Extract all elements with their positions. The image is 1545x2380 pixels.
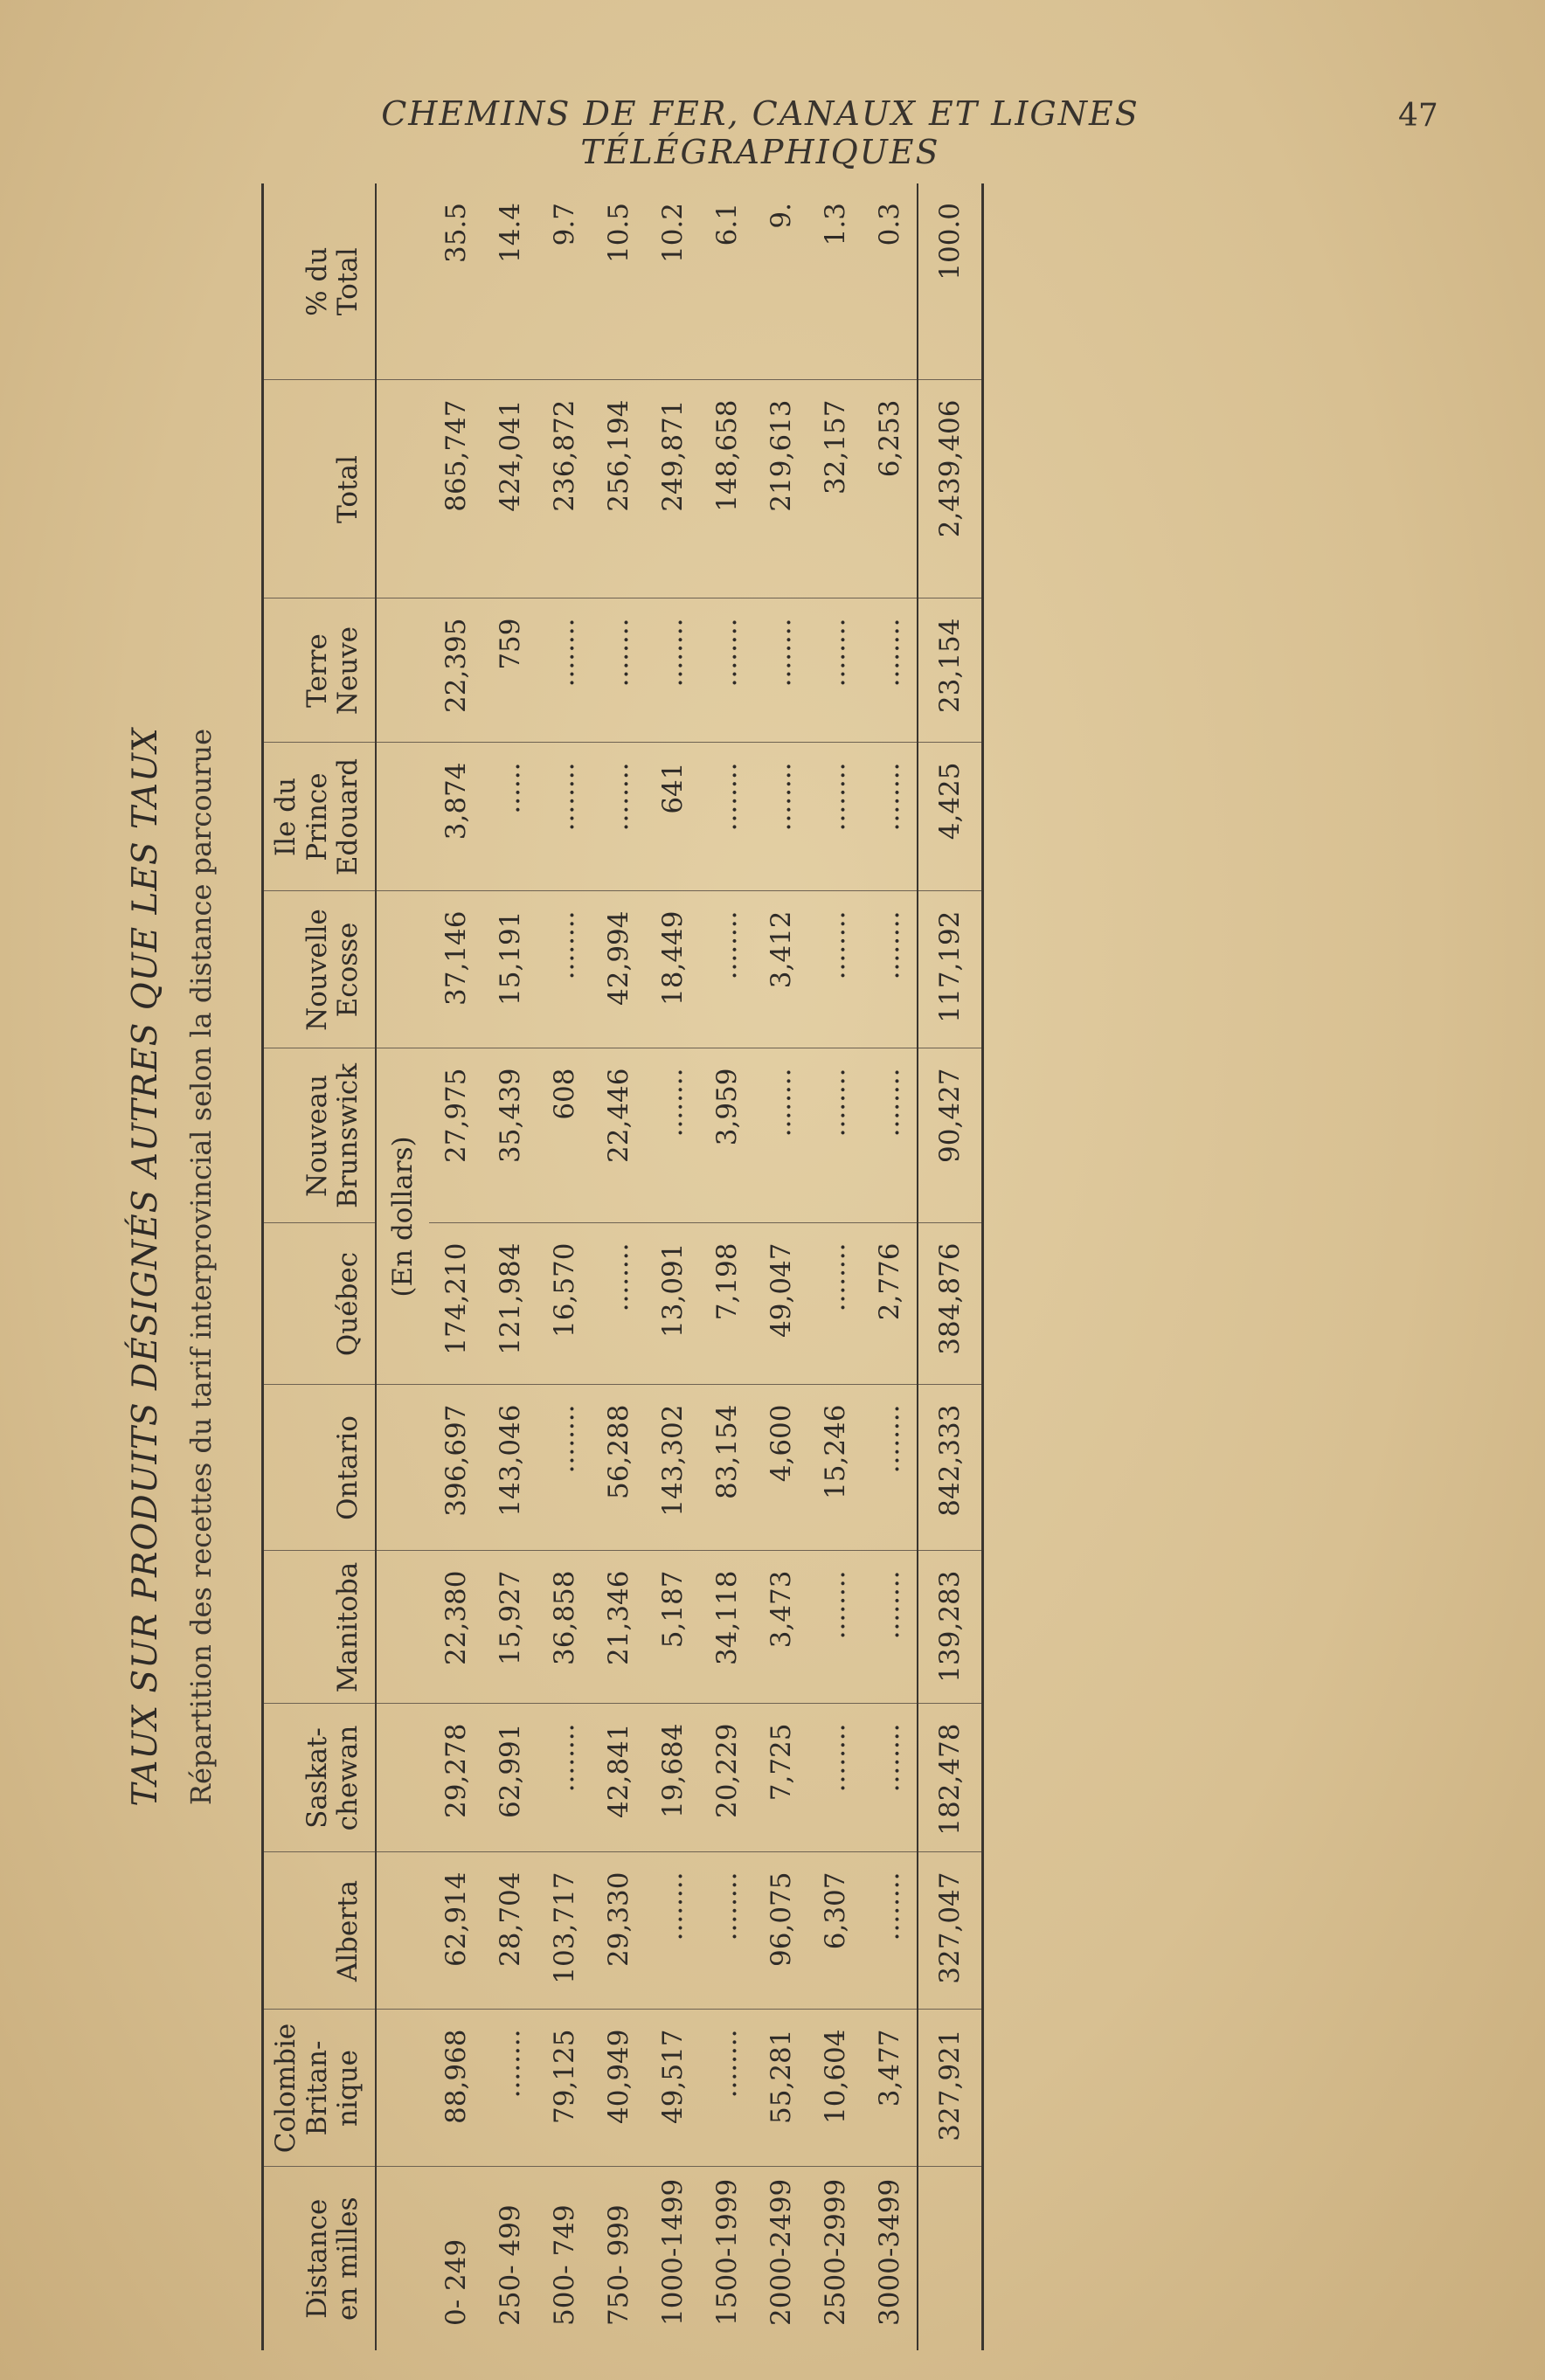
column-header-line: Manitoba [332, 1561, 364, 1693]
value-cell: 32,157 [808, 380, 863, 598]
value-cell: 424,041 [483, 380, 537, 598]
value-cell: 13,091 [646, 1223, 700, 1385]
total-cell: 384,876 [918, 1223, 983, 1385]
table-row [700, 183, 754, 2350]
total-cell: 327,921 [918, 2010, 983, 2167]
value-cell: ........ [863, 1852, 918, 2010]
value-cell: 6,307 [808, 1852, 863, 2010]
value-cell: ........ [863, 1385, 918, 1551]
column-header [263, 1551, 376, 1704]
value-cell: 143,302 [646, 1385, 700, 1551]
table-row [537, 183, 592, 2350]
value-cell: 15,927 [483, 1551, 537, 1704]
value-cell: 103,717 [537, 1852, 592, 2010]
value-cell: ........ [646, 598, 700, 743]
value-cell: ........ [592, 743, 646, 891]
total-cell: 4,425 [918, 743, 983, 891]
value-cell: 96,075 [754, 1852, 808, 2010]
column-header [263, 1048, 376, 1223]
column-header-line: Ontario [332, 1415, 364, 1520]
value-cell: 249,871 [646, 380, 700, 598]
value-cell: ........ [592, 1223, 646, 1385]
value-cell: 7,198 [700, 1223, 754, 1385]
value-cell: 62,914 [429, 1852, 483, 2010]
value-cell: ........ [863, 1048, 918, 1223]
value-cell: 29,278 [429, 1704, 483, 1852]
total-cell: 2,439,406 [918, 380, 983, 598]
column-header-line: % du [301, 246, 333, 316]
column-header [263, 891, 376, 1048]
column-header-line: Edouard [332, 758, 364, 876]
value-cell: 121,984 [483, 1223, 537, 1385]
column-header-line: Ile du [270, 777, 301, 857]
column-header-line: Total [332, 455, 364, 523]
value-cell: ........ [700, 2010, 754, 2167]
value-cell: ........ [483, 2010, 537, 2167]
value-cell: 34,118 [700, 1551, 754, 1704]
value-cell: 219,613 [754, 380, 808, 598]
column-header [263, 1704, 376, 1852]
total-cell: 90,427 [918, 1048, 983, 1223]
value-cell: 759 [483, 598, 537, 743]
column-header-line: Nouvelle [301, 909, 333, 1031]
total-cell: 23,154 [918, 598, 983, 743]
value-cell: ........ [537, 1704, 592, 1852]
column-header [263, 1852, 376, 2010]
column-header [263, 1385, 376, 1551]
value-cell: 56,288 [592, 1385, 646, 1551]
table-row [592, 183, 646, 2350]
value-cell: 22,395 [429, 598, 483, 743]
value-cell: 36,858 [537, 1551, 592, 1704]
value-cell: 14.4 [483, 183, 537, 380]
column-header [263, 183, 376, 380]
total-cell: 182,478 [918, 1704, 983, 1852]
column-header-line: Nouveau [301, 1074, 333, 1198]
value-cell: 21,346 [592, 1551, 646, 1704]
value-cell: ........ [537, 891, 592, 1048]
value-cell: 5,187 [646, 1551, 700, 1704]
page-number: 47 [1398, 98, 1438, 134]
value-cell: ........ [700, 891, 754, 1048]
unit-row [376, 183, 429, 2350]
column-header-line: Ecosse [332, 922, 364, 1018]
value-cell: ........ [700, 743, 754, 891]
column-header-line: en milles [332, 2197, 364, 2321]
distance-cell: 2000-2499 [765, 2178, 797, 2326]
revenue-table [261, 183, 984, 2350]
column-header-line: Distance [301, 2198, 333, 2319]
column-header-line: nique [332, 2049, 364, 2127]
table-row [483, 183, 537, 2350]
column-header-line: Québec [332, 1251, 364, 1357]
value-cell: ........ [537, 743, 592, 891]
value-cell: 29,330 [592, 1852, 646, 2010]
header-row [263, 183, 376, 2350]
distance-cell: 250- 499 [494, 2204, 526, 2326]
column-header-line: Alberta [332, 1879, 364, 1982]
value-cell: 174,210 [429, 1223, 483, 1385]
value-cell: ........ [537, 598, 592, 743]
distance-cell: 1000-1499 [656, 2178, 689, 2326]
value-cell: ........ [808, 1223, 863, 1385]
column-header [263, 2167, 376, 2350]
value-cell: 15,191 [483, 891, 537, 1048]
rotated-table-block [122, 183, 1389, 2350]
column-header [263, 743, 376, 891]
value-cell: 3,473 [754, 1551, 808, 1704]
value-cell: 79,125 [537, 2010, 592, 2167]
distance-cell: 2500-2999 [819, 2178, 851, 2326]
value-cell: 35,439 [483, 1048, 537, 1223]
value-cell: ........ [537, 1385, 592, 1551]
value-cell: 608 [537, 1048, 592, 1223]
value-cell: ........ [592, 598, 646, 743]
value-cell: 3,412 [754, 891, 808, 1048]
value-cell: ........ [863, 1704, 918, 1852]
table-row [429, 183, 483, 2350]
value-cell: 3,874 [429, 743, 483, 891]
total-cell: 327,047 [918, 1852, 983, 2010]
total-cell [918, 2167, 983, 2350]
value-cell: 55,281 [754, 2010, 808, 2167]
value-cell: 37,146 [429, 891, 483, 1048]
value-cell: ........ [808, 743, 863, 891]
value-cell: 9.7 [537, 183, 592, 380]
column-header [263, 598, 376, 743]
total-cell: 100.0 [918, 183, 983, 380]
column-header-line: Neuve [332, 626, 364, 716]
value-cell: 396,697 [429, 1385, 483, 1551]
value-cell: ........ [863, 598, 918, 743]
distance-cell: 750- 999 [602, 2204, 634, 2326]
total-cell: 117,192 [918, 891, 983, 1048]
running-head: CHEMINS DE FER, CANAUX ET LIGNES TÉLÉGRAPHIQUES [381, 94, 1140, 171]
value-cell: 49,047 [754, 1223, 808, 1385]
value-cell: ........ [646, 1852, 700, 2010]
distance-cell: 3000-3499 [873, 2178, 905, 2326]
value-cell: 256,194 [592, 380, 646, 598]
value-cell: ........ [808, 598, 863, 743]
column-header-line: Colombie [270, 2023, 301, 2154]
value-cell: 28,704 [483, 1852, 537, 2010]
column-header-line: Terre [301, 633, 333, 708]
value-cell: 9. [754, 183, 808, 380]
value-cell: 10.5 [592, 183, 646, 380]
value-cell: ........ [863, 891, 918, 1048]
value-cell: 6,253 [863, 380, 918, 598]
value-cell: ........ [646, 1048, 700, 1223]
value-cell: ........ [808, 891, 863, 1048]
table-row [754, 183, 808, 2350]
value-cell: 49,517 [646, 2010, 700, 2167]
column-header-line: Prince [301, 772, 333, 861]
value-cell: ........ [754, 743, 808, 891]
value-cell: ...... [483, 743, 537, 891]
value-cell: 19,684 [646, 1704, 700, 1852]
value-cell: 865,747 [429, 380, 483, 598]
column-header [263, 1223, 376, 1385]
value-cell: 27,975 [429, 1048, 483, 1223]
value-cell: 236,872 [537, 380, 592, 598]
table-row [808, 183, 863, 2350]
value-cell: 15,246 [808, 1385, 863, 1551]
table-subtitle: Répartition des recettes du tarif interprovincial selon la distance parcourue [184, 728, 218, 1806]
column-header-line: Britan- [301, 2040, 333, 2136]
value-cell: 148,658 [700, 380, 754, 598]
value-cell: 35.5 [429, 183, 483, 380]
totals-row [918, 183, 983, 2350]
value-cell: 42,994 [592, 891, 646, 1048]
value-cell: 4,600 [754, 1385, 808, 1551]
unit-note: (En dollars) [386, 1136, 419, 1297]
value-cell: ........ [754, 598, 808, 743]
value-cell: 10.2 [646, 183, 700, 380]
table-title: TAUX SUR PRODUITS DÉSIGNÉS AUTRES QUE LES TAUX [126, 727, 165, 1807]
table-row [863, 183, 918, 2350]
value-cell: 3,959 [700, 1048, 754, 1223]
value-cell: ........ [863, 743, 918, 891]
value-cell: 7,725 [754, 1704, 808, 1852]
value-cell: ........ [700, 598, 754, 743]
column-header-line: Saskat- [301, 1727, 333, 1829]
value-cell: 3,477 [863, 2010, 918, 2167]
column-header [263, 380, 376, 598]
value-cell: 143,046 [483, 1385, 537, 1551]
total-cell: 842,333 [918, 1385, 983, 1551]
value-cell: 22,446 [592, 1048, 646, 1223]
distance-cell: 500- 749 [548, 2204, 580, 2326]
value-cell: 0.3 [863, 183, 918, 380]
column-header-line: Total [332, 247, 364, 316]
column-header-line: chewan [332, 1725, 364, 1831]
value-cell: 16,570 [537, 1223, 592, 1385]
table-row [646, 183, 700, 2350]
value-cell: 10,604 [808, 2010, 863, 2167]
value-cell: 88,968 [429, 2010, 483, 2167]
value-cell: ........ [808, 1551, 863, 1704]
value-cell: ........ [700, 1852, 754, 2010]
column-header [263, 2010, 376, 2167]
value-cell: ........ [808, 1048, 863, 1223]
value-cell: 18,449 [646, 891, 700, 1048]
value-cell: 22,380 [429, 1551, 483, 1704]
value-cell: 1.3 [808, 183, 863, 380]
distance-cell: 1500-1999 [710, 2178, 743, 2326]
column-header-line: Brunswick [332, 1062, 364, 1209]
value-cell: ........ [754, 1048, 808, 1223]
value-cell: 2,776 [863, 1223, 918, 1385]
value-cell: 20,229 [700, 1704, 754, 1852]
value-cell: 83,154 [700, 1385, 754, 1551]
total-cell: 139,283 [918, 1551, 983, 1704]
value-cell: 40,949 [592, 2010, 646, 2167]
value-cell: ........ [863, 1551, 918, 1704]
value-cell: ........ [808, 1704, 863, 1852]
value-cell: 62,991 [483, 1704, 537, 1852]
value-cell: 6.1 [700, 183, 754, 380]
value-cell: 42,841 [592, 1704, 646, 1852]
value-cell: 641 [646, 743, 700, 891]
distance-cell: 0- 249 [440, 2238, 472, 2326]
